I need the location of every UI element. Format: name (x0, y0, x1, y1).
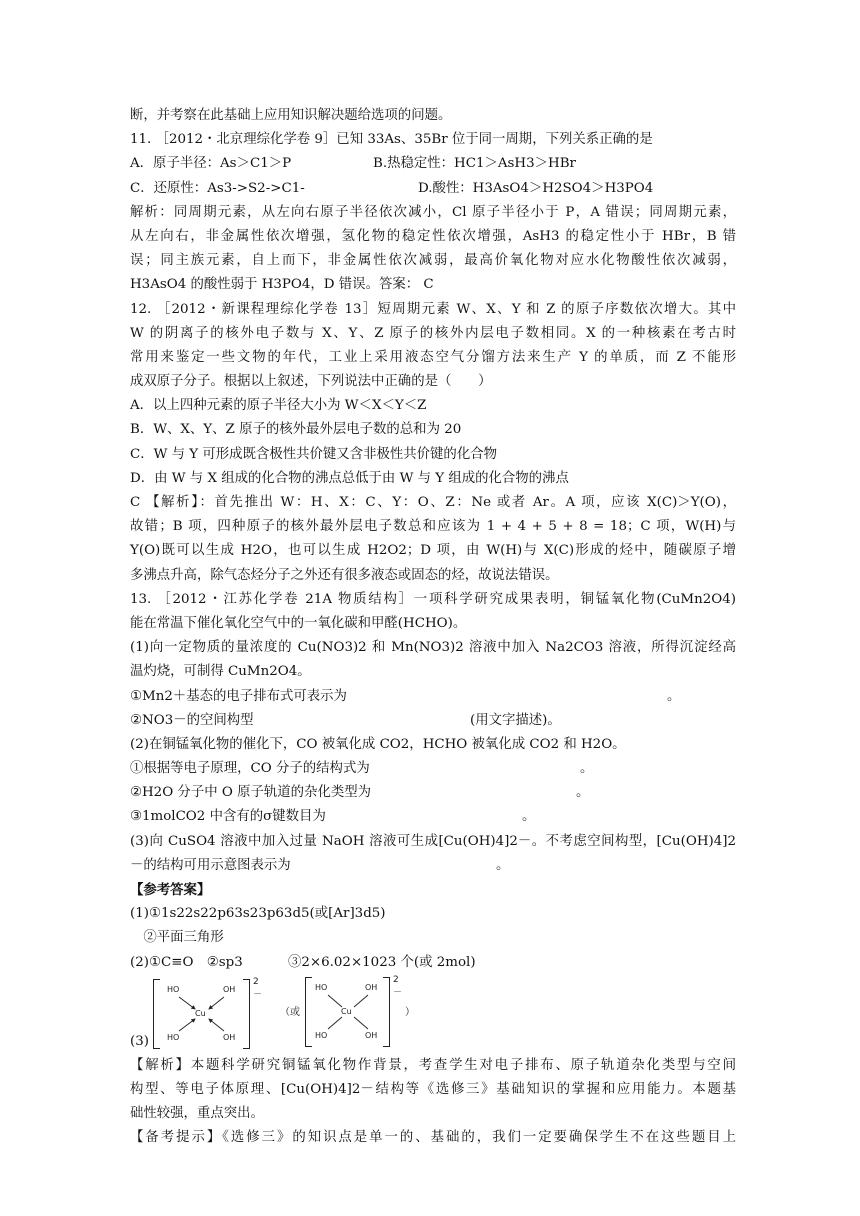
oh-label: OH (223, 984, 236, 994)
question-11-options-cd (130, 177, 736, 201)
oh-label: OH (365, 1030, 378, 1040)
question-text: ①Mn2＋基态的电子排布式可表示为 (130, 688, 347, 704)
answer-label: (3) (130, 1033, 149, 1049)
answer-line (130, 951, 736, 975)
blank-line (130, 685, 736, 709)
blank-end: 。 (496, 857, 510, 873)
alt-close: ） (405, 1006, 415, 1018)
oh-label: OH (223, 1032, 236, 1042)
oh-label: OH (365, 982, 378, 992)
document-page (130, 104, 736, 1151)
blank-line (130, 854, 736, 878)
cu-label: Cu (341, 1006, 352, 1016)
cu-oh4-alt-structure-diagram (305, 974, 403, 1045)
ho-label: HO (315, 1030, 328, 1040)
answer-part: ③2×6.02×1023 个(或 2mol) (288, 954, 476, 970)
question-13-stem: 13. ［2012・江苏化学卷 21A 物质结构］一项科学研究成果表明，铜锰氧化物(CuMn2O4) (130, 591, 736, 607)
text-line: C 【解析】：首先推出 W：H、X：C、Y：O、Z：Ne 或者 Ar。A 项，应该 X(C)＞Y(O)， (130, 495, 736, 510)
answer-line: (1)①1s22s22p63s23p63d5(或[Ar]3d5) (130, 906, 386, 922)
blank-end: 。 (667, 688, 681, 704)
blank-line (130, 781, 736, 805)
answer-part: (2)①C≡O ②sp3 (130, 954, 243, 970)
explanation-line: 础性较强，重点突出。 (130, 1106, 264, 1122)
option-c: C．W 与 Y 可形成既含极性共价键又含非极性共价键的化合物 (130, 446, 497, 462)
blank-line (130, 805, 736, 829)
text-line: (2)在铜锰氧化物的催化下，CO 被氧化成 CO2，HCHO 被氧化成 CO2 和 H2O。 (130, 736, 626, 752)
complex-structure-row (130, 975, 736, 1054)
cu-label: Cu (195, 1008, 206, 1018)
question-text: ②NO3－的空间构型 (130, 712, 254, 728)
charge-label: 2－ (253, 976, 263, 1000)
option-c: C．还原性：As3->S2->C1- (130, 180, 305, 196)
question-text: ②H2O 分子中 O 原子轨道的杂化类型为 (130, 785, 372, 801)
text-line: 误；同主族元素，自上而下，非金属性依次减弱，最高价氧化物对应水化物酸性依次减弱， (130, 253, 736, 269)
text-line: 解析：同周期元素，从左向右原子半径依次减小，Cl 原子半径小于 P，A 错误；同周期元素， (130, 204, 736, 220)
text-line: 从左向右，非金属性依次增强，氢化物的稳定性依次增强，AsH3 的稳定性小于 HBr，B 错 (130, 228, 736, 244)
cu-oh4-structure-diagram (153, 976, 263, 1047)
text-line: 成双原子分子。根据以上叙述，下列说法中正确的是（ ） (130, 374, 492, 390)
text-line: 多沸点升高，除气态烃分子之外还有很多液态或固态的烃，故说法错误。 (130, 567, 559, 583)
option-d: D.酸性：H3AsO4＞H2SO4＞H3PO4 (418, 180, 654, 196)
blank-end: (用文字描述)。 (470, 712, 561, 728)
option-d: D．由 W 与 X 组成的化合物的沸点总低于由 W 与 Y 组成的化合物的沸点 (130, 470, 569, 486)
explanation-line: 【解析】本题科学研究铜锰氧化物作背景，考查学生对电子排布、原子轨道杂化类型与空间 (130, 1057, 736, 1073)
text-line: W 的阴离子的核外电子数与 X、Y、Z 原子的核外内层电子数相同。X 的一种核素在考古时 (130, 325, 736, 341)
question-11-stem: 11. ［2012・北京理综化学卷 9］已知 33As、35Br 位于同一周期，下列关系正确的是 (130, 132, 653, 148)
blank-end: 。 (522, 809, 536, 825)
text-line: 常用来鉴定一些文物的年代，工业上采用液态空气分馏方法来生产 Y 的单质，而 Z 不能形 (130, 349, 736, 365)
blank-line (130, 709, 736, 733)
ho-label: HO (167, 1032, 180, 1042)
blank-end: 。 (576, 785, 590, 801)
alt-open: （或 (280, 1006, 300, 1018)
text-line: Y(O)既可以生成 H2O，也可以生成 H2O2；D 项，由 W(H)与 X(C)形成的烃中，随碳原子增 (130, 543, 736, 559)
charge-label: 2－ (393, 974, 403, 998)
blank-line (130, 757, 736, 781)
option-b: B．W、X、Y、Z 原子的核外最外层电子数的总和为 20 (130, 422, 462, 438)
question-text: ③1molCO2 中含有的σ键数目为 (130, 809, 326, 825)
question-11-options-ab (130, 152, 736, 176)
ho-label: HO (167, 984, 180, 994)
text-line: 温灼烧，可制得 CuMn2O4。 (130, 664, 311, 680)
blank-end: 。 (580, 761, 594, 777)
text-line: H3AsO4 的酸性弱于 H3PO4，D 错误。答案： C (130, 277, 434, 293)
option-a: A．原子半径：As＞C1＞P (130, 156, 292, 172)
text-line: 故错；B 项，四种原子的核外最外层电子数总和应该为 1 + 4 + 5 + 8 = 18；C 项，W(H)与 (130, 519, 736, 535)
answer-heading: 【参考答案】 (130, 882, 211, 898)
text-line: 断，并考察在此基础上应用知识解决题给选项的问题。 (130, 108, 452, 123)
question-12-stem: 12. ［2012・新课程理综化学卷 13］短周期元素 W、X、Y 和 Z 的原子序数依次增大。其中 (130, 301, 736, 317)
question-text: ①根据等电子原理，CO 分子的结构式为 (130, 761, 370, 777)
answer-line: ②平面三角形 (130, 930, 224, 946)
text-line: 能在常温下催化氧化空气中的一氧化碳和甲醛(HCHO)。 (130, 615, 467, 631)
question-text: －的结构可用示意图表示为 (130, 857, 291, 873)
ho-label: HO (315, 982, 328, 992)
explanation-line: 构型、等电子体原理、[Cu(OH)4]2－结构等《选修三》基础知识的掌握和应用能力。本题基 (130, 1081, 736, 1097)
text-line: (1)向一定物质的量浓度的 Cu(NO3)2 和 Mn(NO3)2 溶液中加入 Na2CO3 溶液，所得沉淀经高 (130, 640, 736, 656)
option-b: B.热稳定性：HC1＞AsH3＞HBr (373, 156, 576, 172)
tip-line: 【备考提示】《选修三》的知识点是单一的、基础的，我们一定要确保学生不在这些题目上 (130, 1130, 736, 1146)
text-line: (3)向 CuSO4 溶液中加入过量 NaOH 溶液可生成[Cu(OH)4]2－。不考虑空间构型，[Cu(OH)4]2 (130, 833, 736, 849)
option-a: A．以上四种元素的原子半径大小为 W＜X＜Y＜Z (130, 398, 427, 414)
